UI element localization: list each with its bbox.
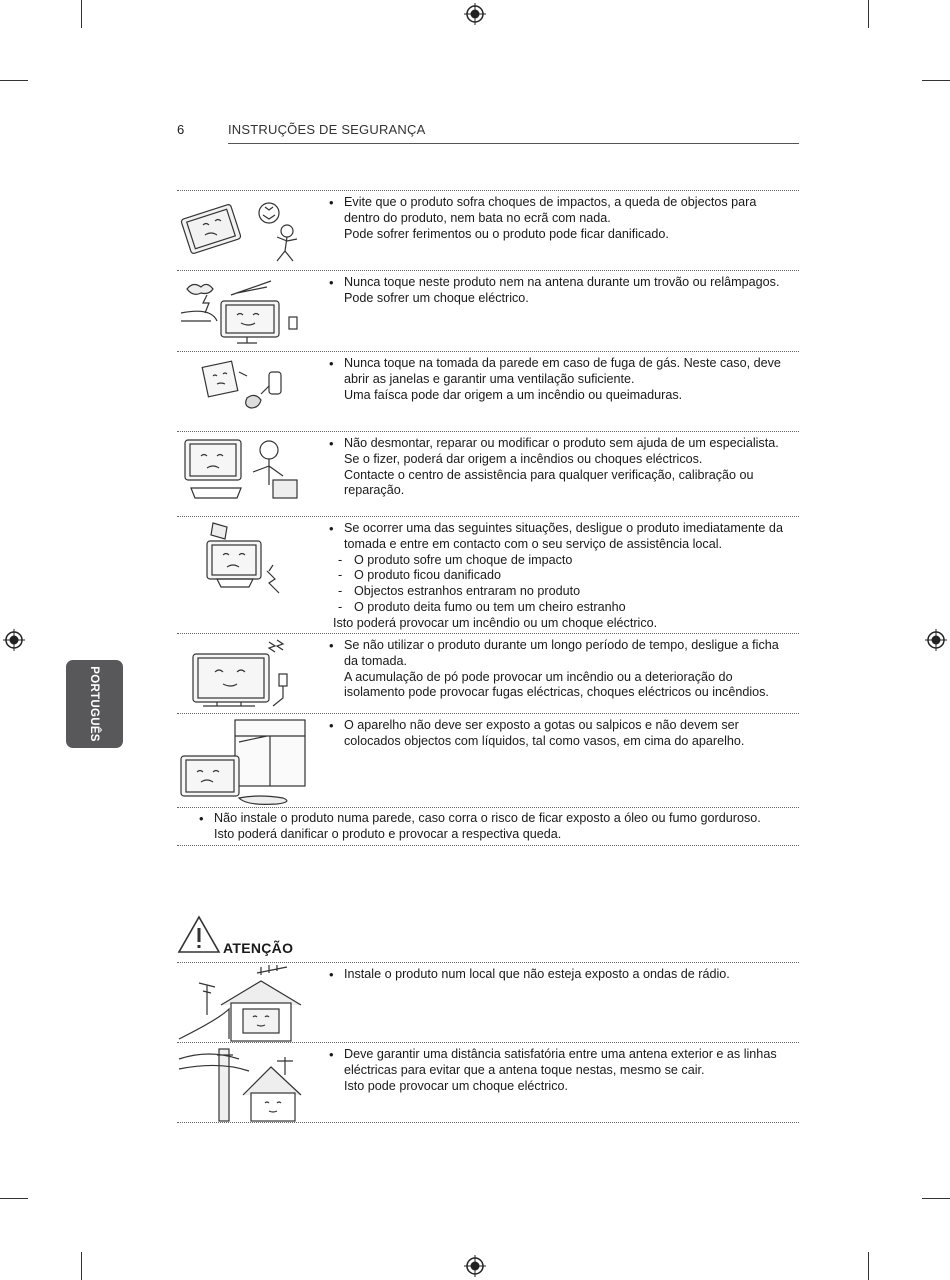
bullet-line: • Não instale o produto numa parede, caso corra o risco de ficar exposto a óleo ou fumo gorduroso. Isto poderá danificar o produto e provocar a respectiva queda. [214,811,784,843]
item-text [344,436,784,499]
safety-item [177,634,799,712]
item-text [214,811,784,843]
antenna-distance-illustration-icon [177,1045,309,1123]
registration-mark-icon [3,629,25,651]
item-text [344,638,784,701]
bullet-line: • Evite que o produto sofra choques de impactos, a queda de objectos para dentro do produto, nem bata no ecrã com nada. [344,195,784,227]
bullet-line: • Nunca toque neste produto nem na antena durante um trovão ou relâmpagos. [344,275,784,291]
crop-mark [0,1198,28,1199]
safety-item-full [177,808,799,844]
text-line: Isto pode provocar um choque eléctrico. [344,1078,569,1093]
warning-triangle-icon [177,914,221,954]
dash-item: - Objectos estranhos entraram no produto [344,584,784,600]
page-number: 6 [177,122,185,137]
bullet-line: • Se não utilizar o produto durante um longo período de tempo, desligue a ficha da tomada. [344,638,784,670]
crop-mark [868,1252,869,1280]
text-line: A acumulação de pó pode provocar um incêndio ou a deterioração do isolamento pode provocar fugas eléctricas, choques eléctricos ou incêndios. [344,669,769,700]
gas-leak-illustration-icon [177,354,309,426]
bullet-line: • Se ocorrer uma das seguintes situações, desligue o produto imediatamente da tomada e entre em contacto com o seu serviço de assistência local. [344,521,784,553]
tv-damage-illustration-icon [177,519,309,603]
text-line: Uma faísca pode dar origem a um incêndio ou queimaduras. [344,387,683,402]
item-text [344,356,784,403]
text-line: Isto poderá provocar um incêndio ou um choque eléctrico. [333,615,658,630]
dash-item: - O produto sofre um choque de impacto [344,553,784,569]
bullet-line: • Deve garantir uma distância satisfatória entre uma antena exterior e as linhas eléctricas para evitar que a antena toque nestas, mesmo se cair. [344,1047,784,1079]
tv-unplug-illustration-icon [177,636,309,712]
text-line: Se o fizer, poderá dar origem a incêndios ou choques eléctricos. [344,451,703,466]
language-tab [66,660,123,748]
crop-mark [81,1252,82,1280]
dash-item: - O produto ficou danificado [344,568,784,584]
header-divider [228,143,799,144]
tv-impact-illustration-icon [177,193,309,265]
text-line: Contacte o centro de assistência para qualquer verificação, calibração ou reparação. [344,467,754,498]
caution-item [177,1043,799,1121]
tv-lightning-illustration-icon [177,273,309,349]
item-text [344,718,784,750]
caution-item [177,963,799,1041]
caution-label: ATENÇÃO [223,940,294,956]
text-line: Pode sofrer um choque eléctrico. [344,290,529,305]
language-tab-label: PORTUGUÊS [88,666,100,742]
item-text [344,967,784,983]
item-text [344,1047,784,1094]
house-antenna-illustration-icon [177,965,309,1043]
crop-mark [0,80,28,81]
dash-item: - O produto deita fumo ou tem um cheiro estranho [344,600,784,616]
bullet-line: • Nunca toque na tomada da parede em caso de fuga de gás. Neste caso, deve abrir as janelas e garantir uma ventilação suficiente. [344,356,784,388]
crop-mark [922,1198,950,1199]
registration-mark-icon [464,3,486,25]
crop-mark [81,0,82,28]
safety-item [177,714,799,806]
bullet-line: • Instale o produto num local que não esteja exposto a ondas de rádio. [344,967,784,983]
divider [177,845,799,846]
item-text [344,195,784,242]
safety-item [177,191,799,269]
item-text [333,521,784,632]
page-title: INSTRUÇÕES DE SEGURANÇA [228,122,426,137]
safety-item [177,517,799,632]
registration-mark-icon [925,629,947,651]
item-text [344,275,784,307]
bullet-line: • O aparelho não deve ser exposto a gotas ou salpicos e não devem ser colocados objectos com líquidos, tal como vasos, em cima do aparelho. [344,718,784,750]
safety-item [177,432,799,515]
crop-mark [922,80,950,81]
tv-liquid-illustration-icon [177,716,309,808]
text-line: Pode sofrer ferimentos ou o produto pode ficar danificado. [344,226,669,241]
safety-item [177,271,799,350]
registration-mark-icon [464,1255,486,1277]
caution-heading [177,914,377,954]
no-disassembly-illustration-icon [177,434,309,512]
crop-mark [868,0,869,28]
safety-item [177,352,799,430]
bullet-line: • Não desmontar, reparar ou modificar o produto sem ajuda de um especialista. [344,436,784,452]
